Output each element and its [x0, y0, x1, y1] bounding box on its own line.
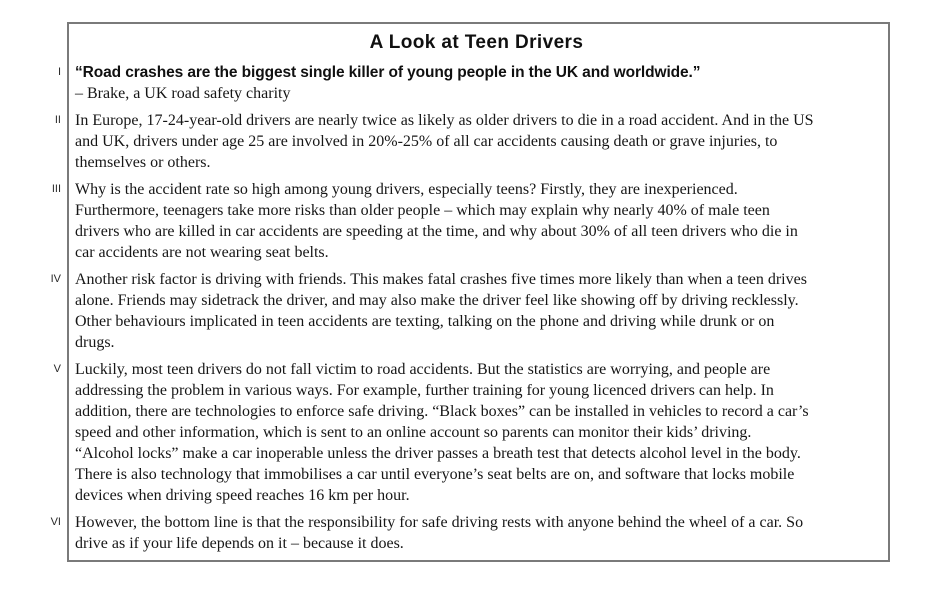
paragraph-row	[54, 110, 878, 173]
text-line: Other behaviours implicated in teen accidents are texting, talking on the phone and driving while drunk or on	[75, 313, 775, 330]
text-line: However, the bottom line is that the responsibility for safe driving rests with anyone behind the wheel of a car. So	[75, 514, 804, 531]
attribution-line: – Brake, a UK road safety charity	[75, 85, 291, 102]
paragraph-row	[50, 269, 878, 353]
paragraph-text	[75, 512, 878, 554]
paragraph-numeral: III	[51, 183, 61, 195]
text-line: themselves or others.	[75, 154, 211, 171]
paragraph-numeral: II	[54, 114, 61, 126]
text-line: In Europe, 17-24-year-old drivers are nearly twice as likely as older drivers to die in a road accident. And in the US	[75, 112, 814, 129]
paragraph-numeral: I	[57, 66, 61, 78]
paragraph-numeral: IV	[50, 273, 61, 285]
text-line: There is also technology that immobilises a car until everyone’s seat belts are on, and software that locks mobile	[75, 466, 795, 483]
text-line: drugs.	[75, 334, 115, 351]
paragraph-list	[50, 62, 878, 554]
paragraph-text	[75, 62, 878, 104]
paragraph-text	[75, 110, 878, 173]
text-line: Why is the accident rate so high among young drivers, especially teens? Firstly, they are inexperienced.	[75, 181, 738, 198]
paragraph-text	[75, 359, 878, 506]
paragraph-numeral: V	[53, 363, 61, 375]
text-line: devices when driving speed reaches 16 km per hour.	[75, 487, 410, 504]
quote-line: “Road crashes are the biggest single killer of young people in the UK and worldwide.”	[75, 64, 701, 81]
text-line: car accidents are not wearing seat belts.	[75, 244, 329, 261]
text-line: alone. Friends may sidetrack the driver, and may also make the driver feel like showing off by driving recklessly.	[75, 292, 799, 309]
paragraph-text	[75, 269, 878, 353]
text-line: speed and other information, which is sent to an online account so parents can monitor their kids’ driving.	[75, 424, 752, 441]
paragraph-row	[57, 62, 878, 104]
text-line: Another risk factor is driving with friends. This makes fatal crashes five times more likely than when a teen drives	[75, 271, 807, 288]
paragraph-row	[50, 512, 878, 554]
paragraph-numeral: VI	[50, 516, 61, 528]
text-line: addition, there are technologies to enforce safe driving. “Black boxes” can be installed in vehicles to record a car’s	[75, 403, 809, 420]
text-line: drivers who are killed in car accidents are speeding at the time, and why about 30% of all teen drivers who die in	[75, 223, 798, 240]
passage-title: A Look at Teen Drivers	[369, 32, 584, 53]
text-line: addressing the problem in various ways. For example, further training for young licenced drivers can help. In	[75, 382, 774, 399]
text-line: Furthermore, teenagers take more risks than older people – which may explain why nearly 40% of male teen	[75, 202, 770, 219]
text-line: and UK, drivers under age 25 are involved in 20%-25% of all car accidents causing death or grave injuries, to	[75, 133, 778, 150]
paragraph-row	[51, 179, 878, 263]
text-line: “Alcohol locks” make a car inoperable unless the driver passes a breath test that detects alcohol level in the body.	[75, 445, 801, 462]
paragraph-text	[75, 179, 878, 263]
text-line: Luckily, most teen drivers do not fall victim to road accidents. But the statistics are worrying, and people are	[75, 361, 771, 378]
paragraph-row	[53, 359, 878, 506]
passage-box	[50, 22, 890, 562]
text-line: drive as if your life depends on it – because it does.	[75, 535, 404, 552]
